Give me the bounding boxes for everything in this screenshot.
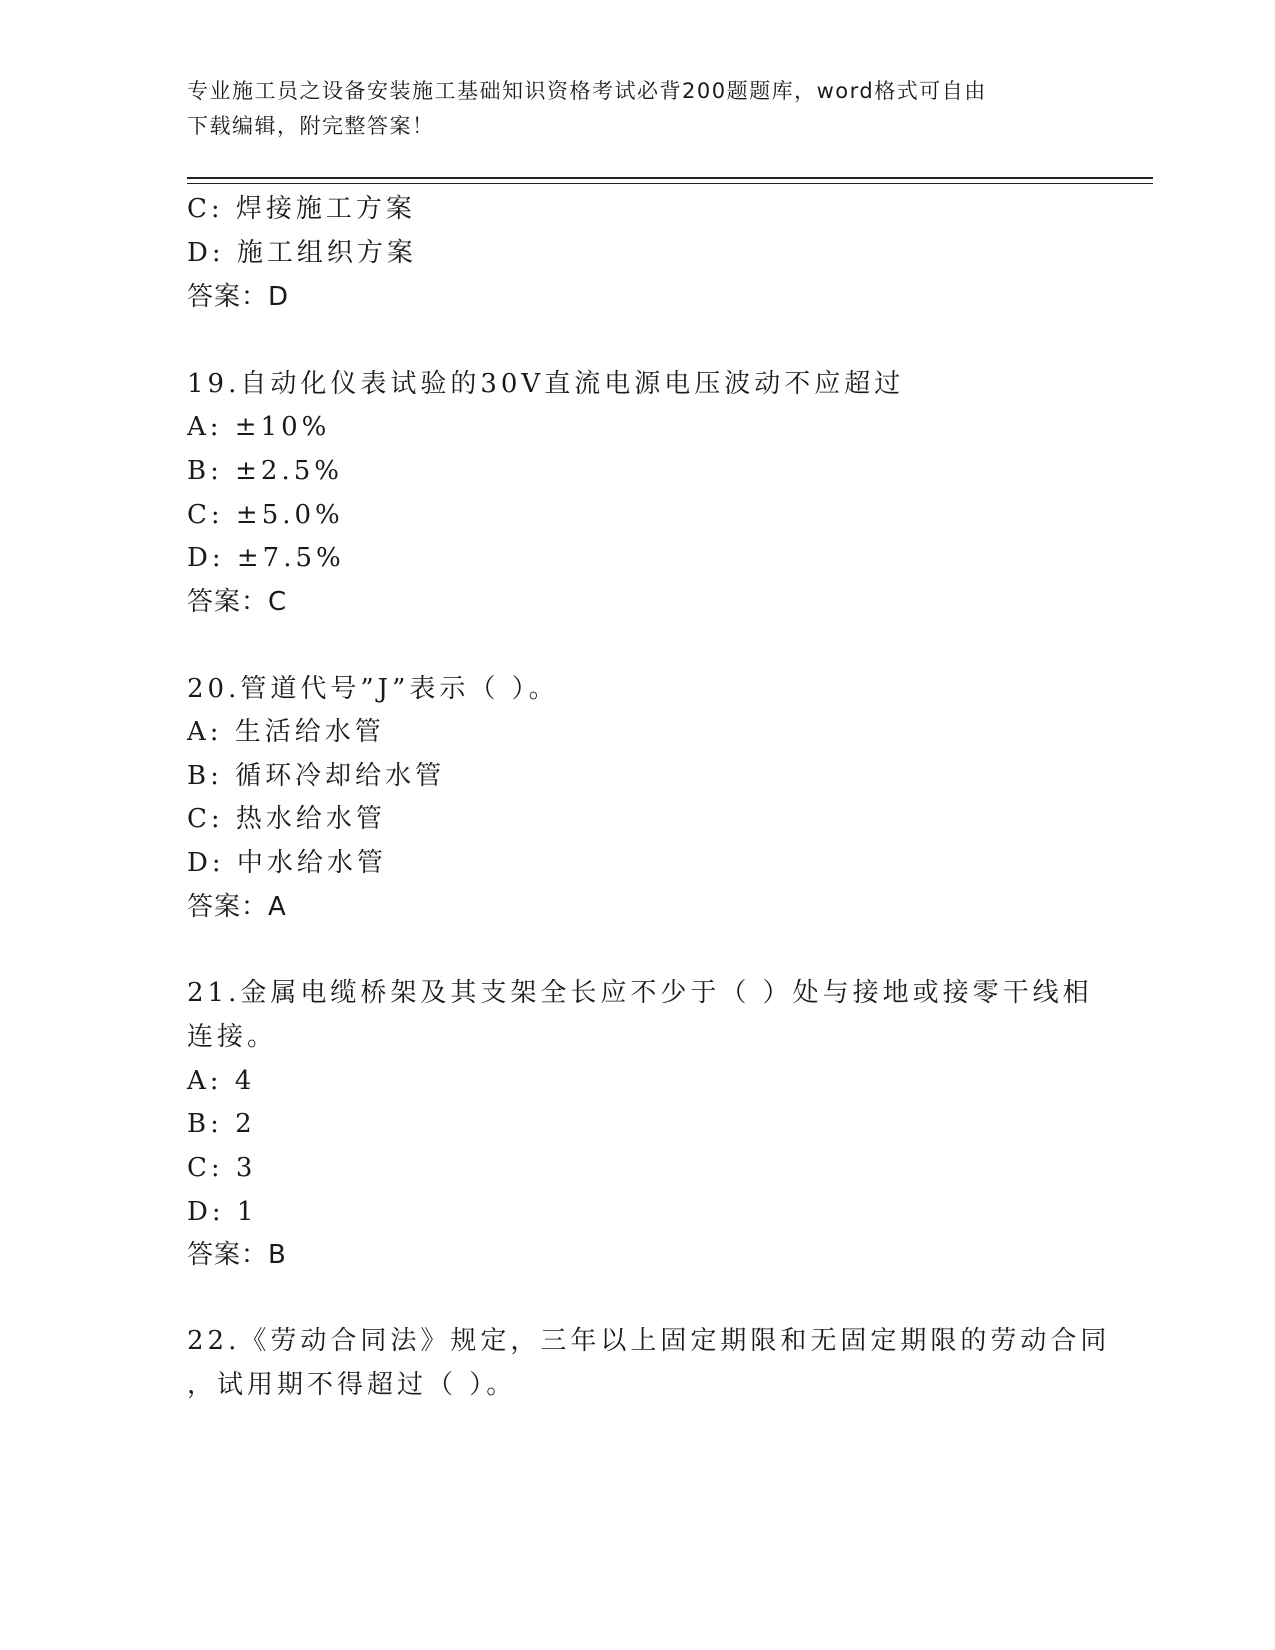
q20-option-b: B: 循环冷却给水管: [187, 761, 446, 791]
prev-option-c: C: 焊接施工方案: [187, 194, 416, 224]
q21-option-d: D: 1: [187, 1197, 258, 1227]
q19-option-d: D: ±7.5%: [187, 543, 345, 573]
q19-option-c: C: ±5.0%: [187, 500, 344, 530]
prev-answer: 答案：D: [187, 282, 290, 312]
q22-stem-line-2: ，试用期不得超过（ ）。: [187, 1370, 517, 1400]
q22-stem-line-1: 22.《劳动合同法》规定，三年以上固定期限和无固定期限的劳动合同: [187, 1326, 1111, 1356]
q21-option-a: A: 4: [187, 1066, 256, 1096]
q21-option-c: C: 3: [187, 1153, 257, 1183]
q20-stem: 20.管道代号”J”表示（ ）。: [187, 674, 559, 704]
document-header: [187, 74, 1067, 144]
q21-stem-line-2: 连接。: [187, 1022, 278, 1052]
q19-option-a: A: ±10%: [187, 412, 331, 442]
q20-answer: 答案：A: [187, 892, 287, 922]
q19-option-b: B: ±2.5%: [187, 456, 343, 486]
q21-option-b: B: 2: [187, 1109, 256, 1139]
q19-stem: 19.自动化仪表试验的30V直流电源电压波动不应超过: [187, 369, 905, 399]
q20-option-a: A: 生活给水管: [187, 717, 385, 747]
header-divider-thin: [187, 183, 1153, 184]
q21-answer: 答案：B: [187, 1240, 287, 1270]
header-divider-thick: [187, 177, 1153, 179]
q20-option-c: C: 热水给水管: [187, 804, 386, 834]
q20-option-d: D: 中水给水管: [187, 848, 387, 878]
q21-stem-line-1: 21.金属电缆桥架及其支架全长应不少于（ ）处与接地或接零干线相: [187, 978, 1093, 1008]
header-title-line-2: 下载编辑，附完整答案！: [187, 114, 435, 138]
q19-answer: 答案：C: [187, 587, 288, 617]
prev-option-d: D: 施工组织方案: [187, 238, 417, 268]
header-title-line-1: 专业施工员之设备安装施工基础知识资格考试必背200题题库，word格式可自由: [187, 79, 987, 103]
